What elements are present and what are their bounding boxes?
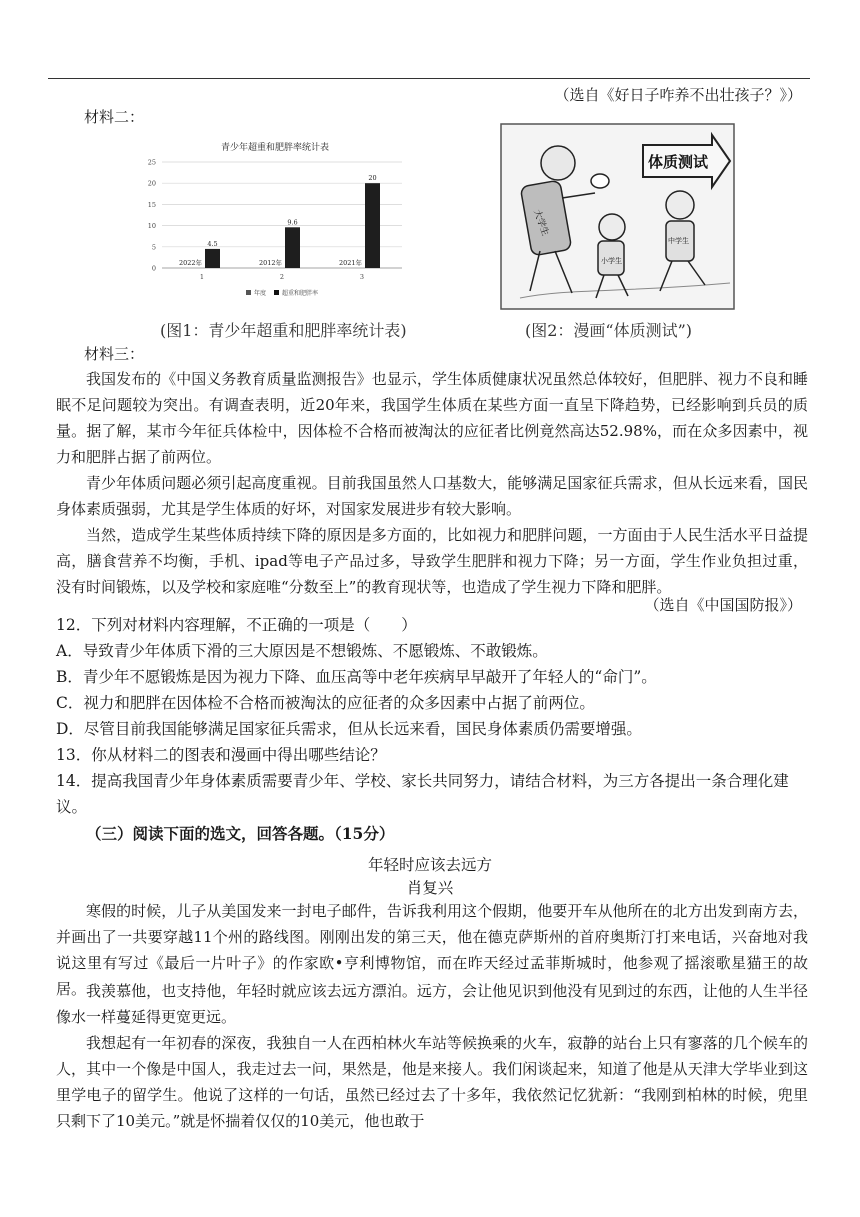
data-label: 9.6 <box>287 218 298 227</box>
material1-source: （选自《好日子咋养不出壮孩子？》） <box>554 86 802 104</box>
overweight-rate-chart <box>140 134 410 309</box>
x-tick-label: 1 <box>199 273 205 281</box>
legend-label-rate: 超重和肥胖率 <box>282 290 319 297</box>
data-label: 20 <box>368 174 377 183</box>
cartoon-illustration <box>500 123 735 310</box>
bar <box>285 227 300 268</box>
bar-year-label: 2022年 <box>178 259 202 267</box>
chart-legend <box>246 289 318 297</box>
y-tick-label: 15 <box>147 200 156 209</box>
sign-text: 体质测试 <box>647 153 709 171</box>
header-rule <box>48 78 810 79</box>
material3-label: 材料三： <box>84 345 145 363</box>
question-14: 14．提高我国青少年身体素质需要青少年、学校、家长共同努力，请结合材料，为三方各提出一条合理化建议。 <box>56 772 789 816</box>
bar <box>365 183 380 268</box>
legend-label-year: 年度 <box>254 290 267 297</box>
child2-shirt-text: 中学生 <box>668 237 689 245</box>
y-tick-label: 10 <box>147 222 156 231</box>
x-tick-label: 3 <box>359 273 365 281</box>
material3-paragraph-2: 青少年体质问题必须引起高度重视。目前我国虽然人口基数大，能够满足国家征兵需求，但从长远来看，国民身体素质强弱，尤其是学生体质的好坏，对国家发展进步有较大影响。 <box>56 474 808 518</box>
material3-source: （选自《中国国防报》） <box>644 596 802 614</box>
chart-x-ticks <box>200 273 364 281</box>
material3-paragraph-3: 当然，造成学生某些体质持续下降的原因是多方面的，比如视力和肥胖问题，一方面由于人民生活水平日益提高，膳食营养不均衡，手机、ipad等电子产品过多，导致学生肥胖和视力下降；另一方面，学生作业负担过重，没有时间锻炼，以及学校和家庭唯“分数至上”的教育现状等，也造成了学生视力下降和肥胖。 <box>56 526 808 596</box>
question-12: 12．下列对材料内容理解，不正确的一项是（ ） <box>56 616 417 634</box>
essay-paragraph-1: 寒假的时候，儿子从美国发来一封电子邮件，告诉我利用这个假期，他要开车从他所在的北方出发到南方去，并画出了一共要穿越11个州的路线图。刚刚出发的第三天，他在德克萨斯州的首府奥斯汀打来电话，兴奋地对我说这里有写过《最后一片叶子》的作家欧•亨利博物馆，而在昨天经过孟菲斯城时，他参观了摇滚歌星猫王的故居。 <box>56 902 808 998</box>
essay-title: 年轻时应该去远方 <box>367 856 492 874</box>
y-tick-label: 25 <box>147 158 156 167</box>
section-3-heading: （三）阅读下面的选文，回答各题。（15分） <box>86 824 395 843</box>
material2-label: 材料二： <box>84 108 145 126</box>
q12-option-d: D．尽管目前我国能够满足国家征兵需求，但从长远来看，国民身体素质仍需要增强。 <box>56 720 642 738</box>
q12-option-b: B．青少年不愿锻炼是因为视力下降、血压高等中老年疾病早早敲开了年轻人的“命门”。 <box>56 668 657 686</box>
y-tick-label: 5 <box>151 243 156 252</box>
legend-swatch-year <box>246 290 251 295</box>
y-tick-label: 0 <box>151 264 156 273</box>
essay-author: 肖复兴 <box>406 879 454 897</box>
chart-title: 青少年超重和肥胖率统计表 <box>220 143 330 153</box>
bar-year-label: 2012年 <box>258 259 282 267</box>
q12-option-a: A．导致青少年体质下滑的三大原因是不想锻炼、不愿锻炼、不敢锻炼。 <box>56 642 548 660</box>
adult-shirt-text: 大学生 <box>531 208 550 238</box>
question-13: 13．你从材料二的图表和漫画中得出哪些结论？ <box>56 746 386 764</box>
data-label: 4.5 <box>207 239 218 248</box>
cartoon-caption: (图2：漫画“体质测试”) <box>525 321 693 340</box>
essay-paragraph-2: 我羡慕他，也支持他，年轻时就应该去远方漂泊。远方，会让他见识到他没有见到过的东西，让他的人生半径像水一样蔓延得更宽更远。 <box>56 982 808 1026</box>
child1-shirt-text: 小学生 <box>601 257 622 265</box>
material3-paragraph-1: 我国发布的《中国义务教育质量监测报告》也显示，学生体质健康状况虽然总体较好，但肥胖、视力不良和睡眠不足问题较为突出。有调查表明，近20年来，我国学生体质在某些方面一直呈下降趋势，已经影响到兵员的质量。据了解，某市今年征兵体检中，因体检不合格而被淘汰的应征者比例竟然高达52.98%，而在众多因素中，视力和肥胖占据了前两位。 <box>56 370 808 466</box>
bar <box>205 249 220 268</box>
q12-option-c: C．视力和肥胖在因体检不合格而被淘汰的应征者的众多因素中占据了前两位。 <box>56 694 595 712</box>
chart-y-ticks <box>148 159 156 273</box>
legend-swatch-rate <box>274 290 279 295</box>
x-tick-label: 2 <box>279 273 285 281</box>
chart-caption: (图1：青少年超重和肥胖率统计表) <box>160 321 407 340</box>
essay-paragraph-3: 我想起有一年初春的深夜，我独自一人在西柏林火车站等候换乘的火车，寂静的站台上只有寥落的几个候车的人，其中一个像是中国人，我走过去一问，果然是，他是来接人。我们闲谈起来，知道了他是从天津大学毕业到这里学电子的留学生。他说了这样的一句话，虽然已经过去了十多年，我依然记忆犹新：“我刚到柏林的时候，兜里只剩下了10美元。”就是怀揣着仅仅的10美元，他也敢于 <box>56 1034 808 1130</box>
chart-bars <box>179 174 380 268</box>
bar-year-label: 2021年 <box>338 259 362 267</box>
y-tick-label: 20 <box>147 179 156 188</box>
